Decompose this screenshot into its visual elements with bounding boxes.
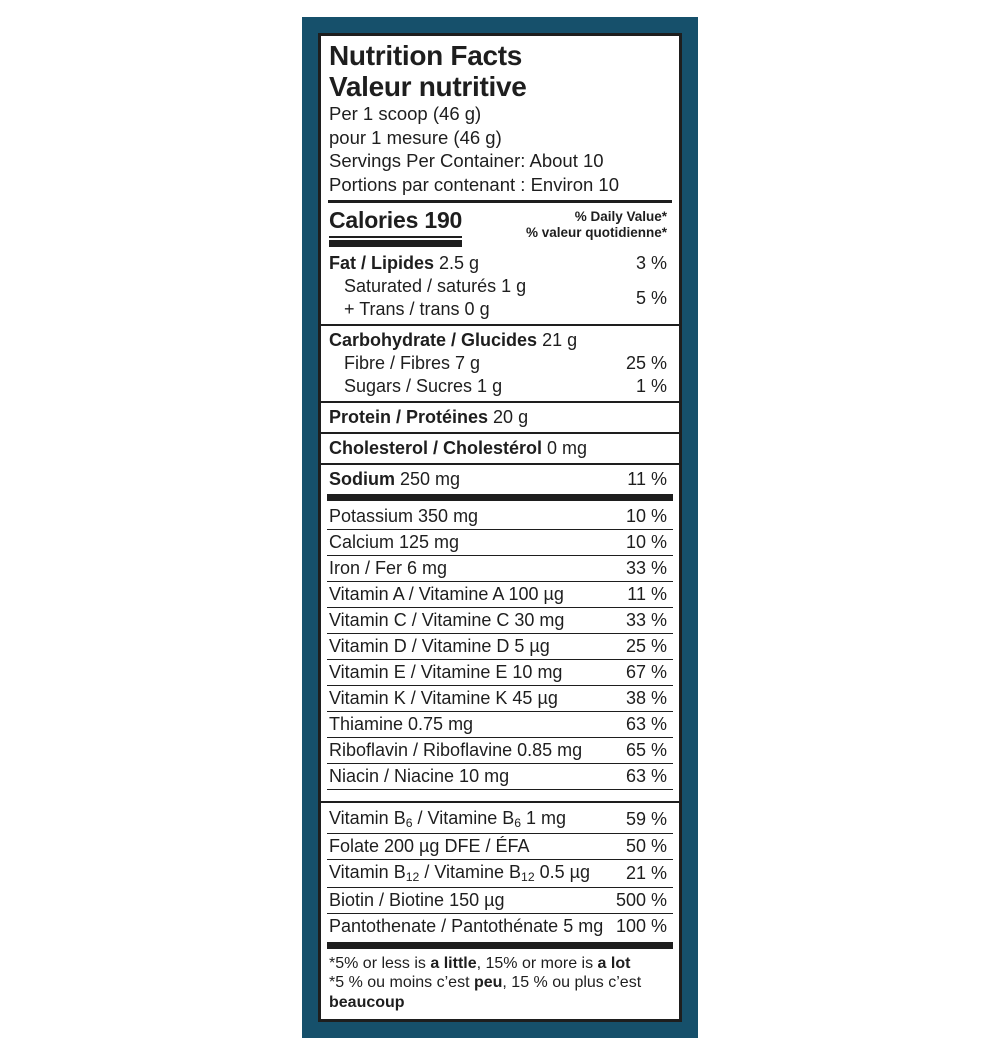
daily-value-percent: 38 % [625, 688, 667, 708]
daily-value-percent: 50 % [625, 836, 667, 856]
daily-value-header-fr: % valeur quotidienne* [525, 225, 667, 240]
nutrient-text: Sodium 250 mg [329, 469, 461, 489]
row-pantothenate [329, 914, 671, 939]
row-thiamine [329, 712, 671, 737]
daily-value-percent: 25 % [625, 353, 667, 373]
daily-value-percent: 10 % [625, 506, 667, 526]
row-vitamin-c [329, 608, 671, 633]
nutrient-text: Vitamin C / Vitamine C 30 mg [329, 610, 565, 630]
row-biotin [329, 888, 671, 913]
nutrient-text: Vitamin D / Vitamine D 5 µg [329, 636, 550, 656]
sep-section [321, 324, 679, 326]
calories-block [329, 207, 462, 247]
row-carbohydrate [329, 329, 671, 352]
nutrient-text: Riboflavin / Riboflavine 0.85 mg [329, 740, 583, 760]
daily-value-percent: 33 % [625, 610, 667, 630]
serving-size-fr: pour 1 mesure (46 g) [329, 126, 502, 148]
row-cholesterol [329, 437, 671, 460]
daily-value-header-en: % Daily Value* [574, 209, 667, 224]
daily-value-percent: 63 % [625, 714, 667, 734]
row-vitamin-d [329, 634, 671, 659]
daily-value-percent: 65 % [625, 740, 667, 760]
daily-value-percent: 500 % [615, 890, 667, 910]
servings-per-container-en: Servings Per Container: About 10 [329, 150, 604, 171]
row-sugars [329, 375, 671, 398]
nutrient-text: Iron / Fer 6 mg [329, 558, 448, 578]
serving-size-en: Per 1 scoop (46 g) [329, 103, 482, 124]
nutrient-text: Folate 200 µg DFE / ÉFA [329, 836, 530, 856]
daily-value-percent: 59 % [625, 809, 667, 829]
nutrient-rows [329, 252, 671, 949]
row-sodium [329, 468, 671, 491]
row-folate [329, 834, 671, 859]
row-saturated-trans [329, 275, 671, 321]
daily-value-percent: 10 % [625, 532, 667, 552]
daily-value-percent: 100 % [615, 916, 667, 936]
row-fat [329, 252, 671, 275]
servings-per-container-fr: Portions par contenant : Environ 10 [329, 173, 620, 195]
sep-bar [327, 942, 673, 949]
daily-value-percent: 11 % [627, 469, 667, 489]
footnote-en: *5% or less is a little, 15% or more is a lot [329, 954, 631, 972]
row-vitamin-b12 [329, 860, 671, 887]
daily-value-percent: 33 % [625, 558, 667, 578]
nutrient-text: Protein / Protéines 20 g [329, 407, 529, 427]
sep-section [321, 401, 679, 403]
row-niacin [329, 764, 671, 789]
row-vitamin-e [329, 660, 671, 685]
row-vitamin-b6 [329, 806, 671, 833]
daily-value-percent: 5 % [635, 287, 667, 308]
nutrient-text: Saturated / saturés 1 g + Trans / trans 0 g [344, 276, 527, 319]
nutrient-text: Fat / Lipides 2.5 g [329, 253, 480, 273]
nutrient-text: Cholesterol / Cholestérol 0 mg [329, 438, 588, 458]
sep-section [321, 463, 679, 465]
sep-bar [327, 494, 673, 501]
nutrient-text: Carbohydrate / Glucides 21 g [329, 330, 578, 350]
sep-section [321, 801, 679, 803]
sep-gap [329, 790, 671, 798]
nutrient-text: Fibre / Fibres 7 g [344, 353, 481, 373]
row-calcium [329, 530, 671, 555]
nutrient-text: Vitamin K / Vitamine K 45 µg [329, 688, 558, 708]
nutrient-text: Vitamin A / Vitamine A 100 µg [329, 584, 564, 604]
daily-value-percent: 11 % [627, 584, 667, 604]
label-title-en: Nutrition Facts [329, 40, 523, 71]
daily-value-percent: 1 % [635, 376, 667, 396]
daily-value-percent: 63 % [625, 766, 667, 786]
nutrient-text: Niacin / Niacine 10 mg [329, 766, 510, 786]
nutrition-facts-label [318, 33, 682, 1022]
calories-value: Calories 190 [329, 207, 462, 238]
daily-value-percent: 25 % [625, 636, 667, 656]
nutrient-text: Potassium 350 mg [329, 506, 479, 526]
calories-row [329, 207, 671, 247]
row-iron [329, 556, 671, 581]
nutrient-text: Sugars / Sucres 1 g [344, 376, 503, 396]
nutrient-text: Vitamin B12 / Vitamine B12 0.5 µg [329, 862, 591, 885]
label-outer-frame [302, 17, 698, 1038]
nutrient-text: Thiamine 0.75 mg [329, 714, 474, 734]
daily-value-percent: 67 % [625, 662, 667, 682]
daily-value-header [526, 207, 667, 241]
sep-section [321, 432, 679, 434]
header-rule [328, 200, 672, 203]
daily-value-percent: 3 % [635, 253, 667, 273]
row-potassium [329, 504, 671, 529]
label-title-fr: Valeur nutritive [329, 71, 527, 102]
row-protein [329, 406, 671, 429]
nutrient-text: Vitamin B6 / Vitamine B6 1 mg [329, 808, 567, 831]
nutrient-text: Calcium 125 mg [329, 532, 460, 552]
nutrient-text: Vitamin E / Vitamine E 10 mg [329, 662, 563, 682]
row-riboflavin [329, 738, 671, 763]
nutrient-text: Pantothenate / Pantothénate 5 mg [329, 916, 604, 936]
row-vitamin-k [329, 686, 671, 711]
footnotes [329, 954, 671, 1013]
row-vitamin-a [329, 582, 671, 607]
footnote-fr: *5 % ou moins c’est peu, 15 % ou plus c’est beaucoup [329, 974, 642, 1011]
row-fibre [329, 352, 671, 375]
nutrient-text: Biotin / Biotine 150 µg [329, 890, 505, 910]
daily-value-percent: 21 % [625, 863, 667, 883]
calories-underbar [329, 240, 462, 247]
